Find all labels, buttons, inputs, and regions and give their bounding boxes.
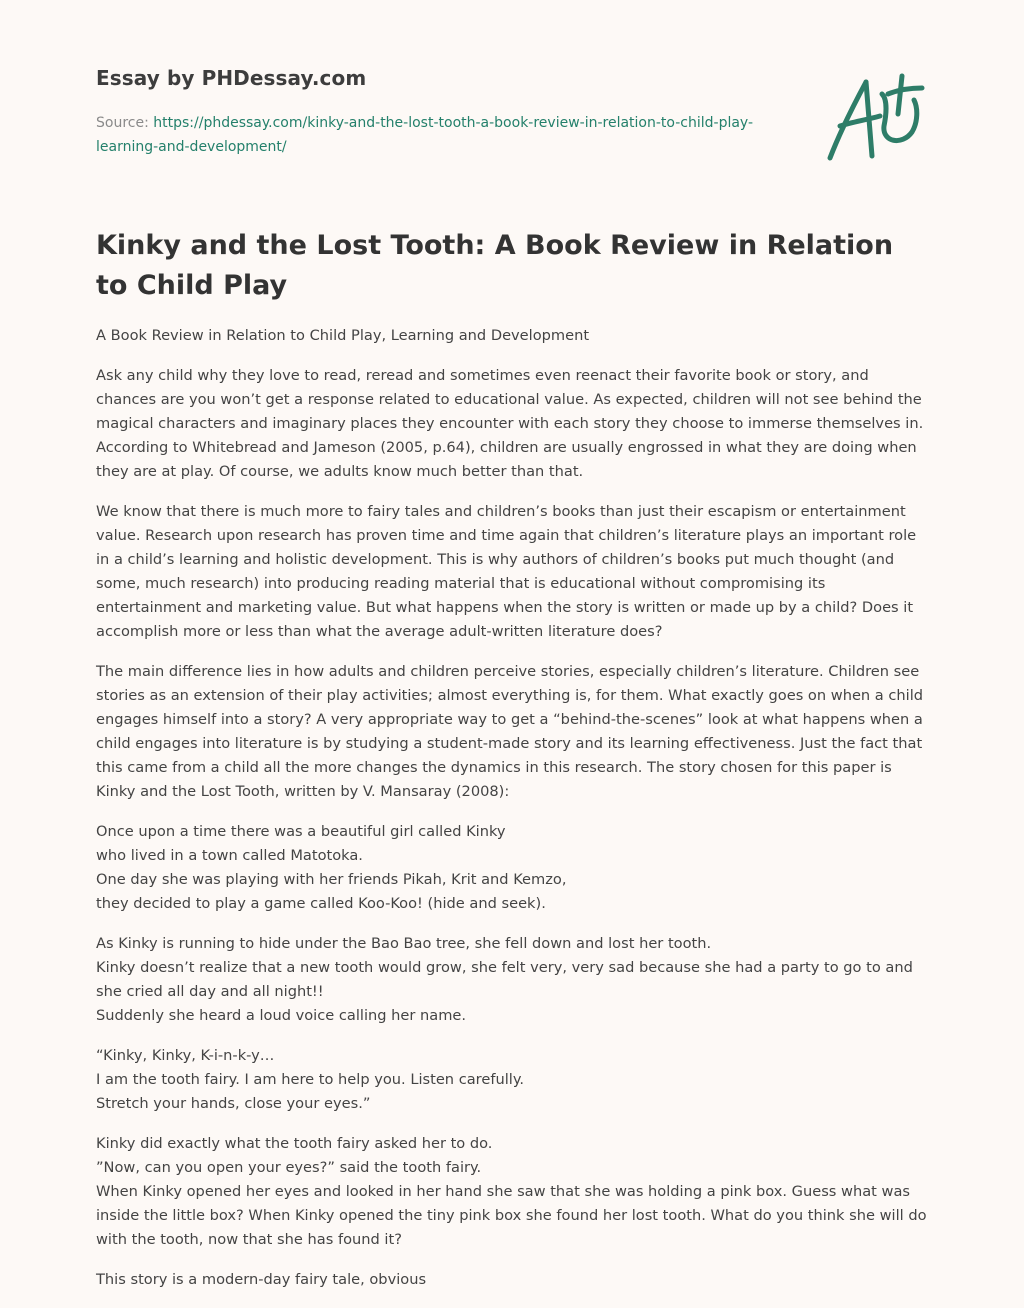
story-line: “Kinky, Kinky, K-i-n-k-y… <box>96 1047 275 1064</box>
story-line: As Kinky is running to hide under the Bao Bao tree, she fell down and lost her tooth. <box>96 935 712 952</box>
essay-title: Kinky and the Lost Tooth: A Book Review in Relation to Child Play <box>96 230 894 301</box>
story-stanza <box>96 1132 930 1252</box>
paragraph: We know that there is much more to fairy tales and children’s books than just their escapism or entertainment value. Research upon research has proven time and time again that children’s literature plays an important role in a child’s learning and holistic development. This is why authors of children’s books put much thought (and some, much research) into producing reading material that is educational without compromising its entertainment and marketing value. But what happens when the story is written or made up by a child? Does it accomplish more or less than what the average adult-written literature does? <box>96 503 917 640</box>
story-stanza <box>96 932 930 1028</box>
paragraph: This story is a modern-day fairy tale, obvious <box>96 1271 427 1288</box>
story-line: Once upon a time there was a beautiful girl called Kinky <box>96 823 506 840</box>
a-plus-grade-logo-icon <box>822 70 926 166</box>
source-line <box>96 111 756 159</box>
story-line: When Kinky opened her eyes and looked in her hand she saw that she was holding a pink box. Guess what was inside the little box? When Kinky opened the tiny pink box she found her lost tooth. What do you think she will do with the tooth, now that she has found it? <box>96 1183 927 1248</box>
story-line: Suddenly she heard a loud voice calling her name. <box>96 1007 467 1024</box>
story-line: ”Now, can you open your eyes?” said the tooth fairy. <box>96 1159 482 1176</box>
essay-subtitle: A Book Review in Relation to Child Play, Learning and Development <box>96 327 590 344</box>
story-line: who lived in a town called Matotoka. <box>96 847 363 864</box>
story-line: Kinky doesn’t realize that a new tooth would grow, she felt very, very sad because she had a party to go to and she cried all day and all night!! <box>96 959 913 1000</box>
story-line: I am the tooth fairy. I am here to help you. Listen carefully. <box>96 1071 525 1088</box>
paragraph: The main difference lies in how adults and children perceive stories, especially children’s literature. Children see stories as an extension of their play activities; almost everything is, for them. What exactly goes on when a child engages himself into a story? A very appropriate way to get a “behind-the-scenes” look at what happens when a child engages into literature is by studying a student-made story and its learning effectiveness. Just the fact that this came from a child all the more changes the dynamics in this research. The story chosen for this paper is Kinky and the Lost Tooth, written by V. Mansaray (2008): <box>96 663 924 800</box>
essay-body <box>96 324 930 1308</box>
source-link[interactable]: https://phdessay.com/kinky-and-the-lost-tooth-a-book-review-in-relation-to-child-play-learning-and-development/ <box>96 115 754 155</box>
story-stanza <box>96 820 930 916</box>
paragraph: Ask any child why they love to read, reread and sometimes even reenact their favorite book or story, and chances are you won’t get a response related to educational value. As expected, children will not see behind the magical characters and imaginary places they encounter with each story they choose to immerse themselves in. According to Whitebread and Jameson (2005, p.64), children are usually engrossed in what they are doing when they are at play. Of course, we adults know much better than that. <box>96 367 924 480</box>
source-label: Source: <box>96 115 154 131</box>
story-stanza <box>96 1044 930 1116</box>
site-brand[interactable]: Essay by PHDessay.com <box>96 66 367 90</box>
story-line: One day she was playing with her friends Pikah, Krit and Kemzo, <box>96 871 567 888</box>
story-line: they decided to play a game called Koo-Koo! (hide and seek). <box>96 895 546 912</box>
story-line: Kinky did exactly what the tooth fairy asked her to do. <box>96 1135 493 1152</box>
story-line: Stretch your hands, close your eyes.” <box>96 1095 371 1112</box>
